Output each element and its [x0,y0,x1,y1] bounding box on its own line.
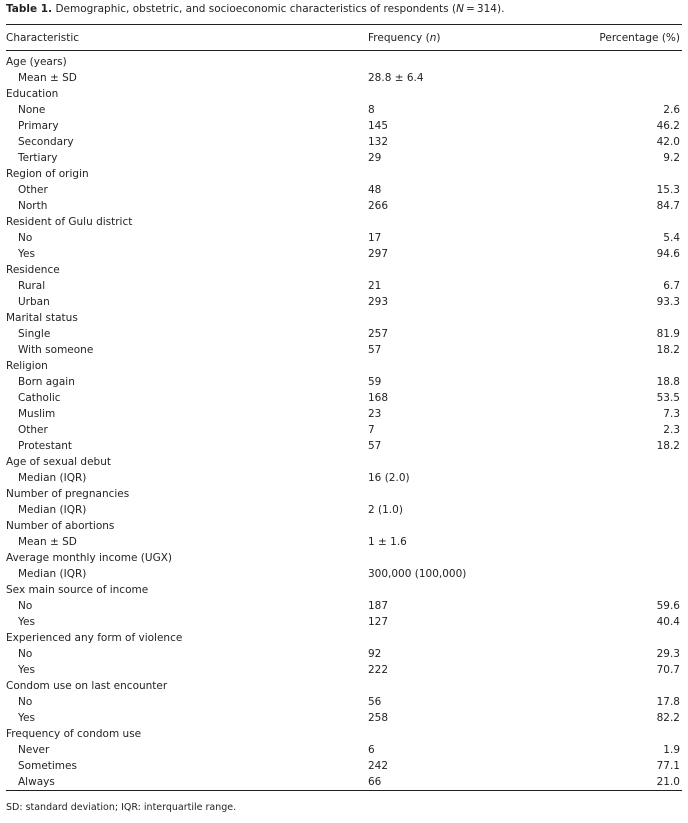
table-row [6,326,682,342]
row-label: Other [18,184,48,196]
table-row [6,182,682,198]
table-row [6,406,682,422]
table-row [6,390,682,406]
table-row [6,502,682,518]
row-percentage: 2.6 [663,104,680,116]
row-percentage: 42.0 [656,136,680,148]
row-label: Yes [18,664,35,676]
row-percentage: 70.7 [656,664,680,676]
row-frequency: 258 [368,712,389,724]
table-row [6,118,682,134]
row-frequency: 92 [368,648,382,660]
row-label: Number of abortions [6,520,115,532]
row-percentage: 7.3 [663,408,680,420]
row-label: Region of origin [6,168,89,180]
row-label: Median (IQR) [18,568,87,580]
row-label: Never [18,744,50,756]
row-frequency: 300,000 (100,000) [368,568,467,580]
row-label: Sometimes [18,760,77,772]
row-percentage: 9.2 [663,152,680,164]
caption-n: N [456,3,464,15]
row-frequency: 2 (1.0) [368,504,403,516]
row-frequency: 6 [368,744,375,756]
row-percentage: 93.3 [656,296,680,308]
row-label: Tertiary [18,152,58,164]
table-row [6,422,682,438]
bottom-rule [6,790,682,791]
table-group-row [6,486,682,502]
header-characteristic: Characteristic [6,32,80,44]
table-row [6,774,682,790]
row-label: No [18,648,33,660]
row-frequency: 242 [368,760,389,772]
row-percentage: 18.2 [656,440,680,452]
row-frequency: 23 [368,408,382,420]
row-frequency: 17 [368,232,382,244]
row-label: None [18,104,46,116]
row-frequency: 145 [368,120,389,132]
row-percentage: 94.6 [656,248,680,260]
row-label: Yes [18,248,35,260]
row-frequency: 297 [368,248,389,260]
row-label: Protestant [18,440,73,452]
table-group-row [6,166,682,182]
row-frequency: 257 [368,328,389,340]
table-row [6,470,682,486]
table-group-row [6,54,682,70]
row-label: Yes [18,616,35,628]
row-frequency: 29 [368,152,382,164]
row-label: Average monthly income (UGX) [6,552,173,564]
row-frequency: 266 [368,200,389,212]
row-label: Median (IQR) [18,504,87,516]
row-label: Mean ± SD [18,536,77,548]
row-label: Age (years) [6,56,67,68]
row-label: With someone [18,344,94,356]
table-row [6,102,682,118]
table-row [6,566,682,582]
row-label: North [18,200,48,212]
row-label: No [18,696,33,708]
table-group-row [6,726,682,742]
row-label: Experienced any form of violence [6,632,183,644]
table-group-row [6,214,682,230]
row-frequency: 7 [368,424,375,436]
row-percentage: 46.2 [656,120,680,132]
table-row [6,70,682,86]
row-label: Number of pregnancies [6,488,130,500]
row-frequency: 187 [368,600,389,612]
table-row [6,710,682,726]
table-row [6,134,682,150]
table-row [6,198,682,214]
row-frequency: 168 [368,392,389,404]
table-label: Table 1. [6,3,53,15]
row-percentage: 18.2 [656,344,680,356]
row-percentage: 53.5 [656,392,680,404]
row-label: Age of sexual debut [6,456,111,468]
table-group-row [6,518,682,534]
row-label: Secondary [18,136,74,148]
table-row [6,742,682,758]
row-frequency: 57 [368,440,382,452]
row-label: Marital status [6,312,78,324]
table-row [6,278,682,294]
table-row [6,662,682,678]
row-percentage: 29.3 [656,648,680,660]
row-label: Median (IQR) [18,472,87,484]
table-header [6,32,682,48]
table-group-row [6,358,682,374]
row-frequency: 16 (2.0) [368,472,410,484]
table-group-row [6,310,682,326]
table-group-row [6,678,682,694]
table-caption [6,3,504,15]
row-label: Sex main source of income [6,584,149,596]
row-label: Education [6,88,59,100]
caption-end: = 314). [463,3,505,15]
row-label: Condom use on last encounter [6,680,168,692]
row-frequency: 293 [368,296,389,308]
row-frequency: 59 [368,376,382,388]
table-group-row [6,262,682,278]
row-percentage: 82.2 [656,712,680,724]
row-label: Yes [18,712,35,724]
row-percentage: 77.1 [656,760,680,772]
table-row [6,150,682,166]
row-label: No [18,232,33,244]
header-percentage: Percentage (%) [599,32,680,44]
row-label: Other [18,424,48,436]
row-label: Born again [18,376,75,388]
table-group-row [6,630,682,646]
row-frequency: 127 [368,616,389,628]
row-percentage: 21.0 [656,776,680,788]
row-percentage: 6.7 [663,280,680,292]
row-percentage: 59.6 [656,600,680,612]
row-percentage: 15.3 [656,184,680,196]
table-row [6,534,682,550]
row-frequency: 132 [368,136,389,148]
row-frequency: 21 [368,280,382,292]
table-row [6,438,682,454]
row-label: Always [18,776,55,788]
row-label: Frequency of condom use [6,728,142,740]
row-percentage: 40.4 [656,616,680,628]
row-percentage: 84.7 [656,200,680,212]
row-frequency: 57 [368,344,382,356]
row-label: Mean ± SD [18,72,77,84]
table-row [6,374,682,390]
row-label: Primary [18,120,59,132]
table-row [6,230,682,246]
row-label: Residence [6,264,60,276]
table-row [6,246,682,262]
table-group-row [6,550,682,566]
row-label: Religion [6,360,48,372]
row-label: Single [18,328,51,340]
row-label: Urban [18,296,50,308]
header-rule [6,50,682,51]
row-percentage: 1.9 [663,744,680,756]
row-frequency: 222 [368,664,389,676]
row-percentage: 81.9 [656,328,680,340]
row-frequency: 1 ± 1.6 [368,536,407,548]
caption-text: Demographic, obstetric, and socioeconomic characteristics of respondents ( [55,3,457,15]
row-frequency: 28.8 ± 6.4 [368,72,424,84]
row-label: No [18,600,33,612]
table-row [6,598,682,614]
row-frequency: 56 [368,696,382,708]
header-frequency: Frequency (n) [368,32,441,44]
table-row [6,758,682,774]
table-footnote: SD: standard deviation; IQR: interquartile range. [6,802,237,813]
table-group-row [6,454,682,470]
row-frequency: 66 [368,776,382,788]
row-label: Rural [18,280,46,292]
top-rule [6,24,682,25]
row-label: Catholic [18,392,61,404]
row-frequency: 48 [368,184,382,196]
table-row [6,646,682,662]
table-group-row [6,582,682,598]
row-percentage: 18.8 [656,376,680,388]
table-row [6,614,682,630]
table-group-row [6,86,682,102]
row-percentage: 2.3 [663,424,680,436]
row-frequency: 8 [368,104,375,116]
row-percentage: 5.4 [663,232,680,244]
table-row [6,294,682,310]
table-row [6,694,682,710]
table-row [6,342,682,358]
row-percentage: 17.8 [656,696,680,708]
row-label: Resident of Gulu district [6,216,133,228]
row-label: Muslim [18,408,56,420]
